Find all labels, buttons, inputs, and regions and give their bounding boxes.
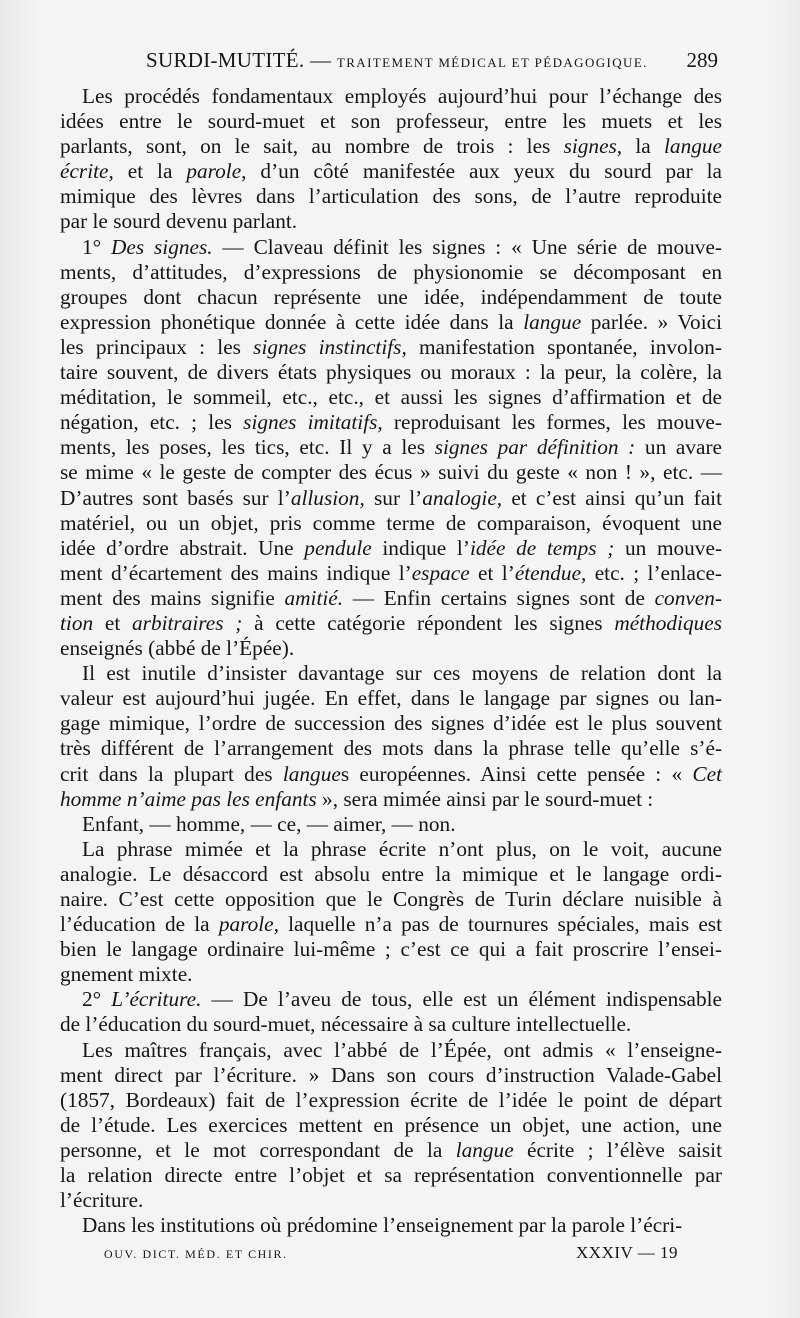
text-line: taire souvent, de divers états physiques ou moraux : la peur, la colère, la bbox=[60, 360, 722, 385]
text-line: l’éducation de la parole, laquelle n’a pas de tournures spéciales, mais est bbox=[60, 912, 722, 937]
text-line: ments, les poses, les tics, etc. Il y a les signes par définition : un avare bbox=[60, 435, 723, 460]
text-line: homme n’aime pas les enfants », sera mimée ainsi par le sourd-muet : bbox=[60, 786, 654, 811]
text-line: groupes dont chacun représente une idée, indépendamment de toute bbox=[60, 284, 722, 309]
text-line: Les procédés fondamentaux employés aujourd’hui pour l’échange des bbox=[82, 84, 722, 108]
text-line: mimique des lèvres dans l’articulation des sons, de l’autre reproduite bbox=[60, 184, 722, 209]
text-line: par le sourd devenu parlant. bbox=[60, 209, 298, 234]
text-line: parlants, sont, on le sait, au nombre de trois : les signes, la langue bbox=[60, 134, 722, 159]
text-line: matériel, ou un objet, pris comme terme de comparaison, évoquent une bbox=[60, 510, 722, 535]
text-line: ment d’écartement des mains indique l’espace et l’étendue, etc. ; l’enlace- bbox=[60, 560, 723, 585]
paragraph bbox=[60, 1213, 722, 1238]
footer-signature: OUV. DICT. MÉD. ET CHIR. bbox=[104, 1247, 288, 1261]
text-line: les principaux : les signes instinctifs, manifestation spontanée, involon- bbox=[60, 334, 722, 359]
text-line: Les maîtres français, avec l’abbé de l’Épée, ont admis « l’enseigne- bbox=[82, 1037, 722, 1062]
text-line: bien le langage ordinaire lui-même ; c’est ce qui a fait proscrire l’ensei- bbox=[60, 937, 722, 962]
text-line: 1° Des signes. — Claveau définit les signes : « Une série de mouve- bbox=[82, 234, 722, 259]
text-line: D’autres sont basés sur l’allusion, sur l’analogie, et c’est ainsi qu’un fait bbox=[60, 485, 722, 510]
paragraph bbox=[60, 1038, 722, 1214]
text-line: Il est inutile d’insister davantage sur ces moyens de relation dont la bbox=[82, 661, 722, 686]
paragraph bbox=[60, 837, 722, 988]
page-footer bbox=[60, 1243, 722, 1267]
text-line: ment direct par l’écriture. » Dans son cours d’instruction Valade-Gabel bbox=[60, 1062, 722, 1087]
text-line: valeur est aujourd’hui jugée. En effet, dans le langage par signes ou lan- bbox=[60, 686, 722, 711]
paragraph bbox=[60, 661, 722, 812]
main-text bbox=[60, 84, 722, 1238]
text-line: 2° L’écriture. — De l’aveu de tous, elle est un élément indispensable bbox=[82, 987, 722, 1012]
text-line: enseignés (abbé de l’Épée). bbox=[60, 636, 295, 661]
text-line: gage mimique, l’ordre de succession des signes d’idée est le plus souvent bbox=[60, 711, 722, 736]
text-line: de l’éducation du sourd-muet, nécessaire à sa culture intellectuelle. bbox=[60, 1012, 632, 1037]
text-line: gnement mixte. bbox=[60, 962, 193, 987]
paragraph bbox=[60, 987, 722, 1037]
text-line: expression phonétique donnée à cette idée dans la langue parlée. » Voici bbox=[60, 309, 722, 334]
running-title bbox=[146, 48, 648, 73]
running-header bbox=[60, 46, 722, 76]
text-line: très différent de l’arrangement des mots dans la phrase telle qu’elle s’é- bbox=[60, 736, 722, 761]
text-line: Dans les institutions où prédomine l’enseignement par la parole l’écri- bbox=[82, 1213, 683, 1238]
paragraph bbox=[60, 235, 722, 662]
text-line: idées entre le sourd-muet et son professeur, entre les muets et les bbox=[60, 109, 722, 134]
text-line: tion et arbitraires ; à cette catégorie répondent les signes méthodiques bbox=[60, 610, 722, 635]
text-line: crit dans la plupart des langues européennes. Ainsi cette pensée : « Cet bbox=[60, 761, 722, 786]
text-line: personne, et le mot correspondant de la langue écrite ; l’élève saisit bbox=[60, 1137, 722, 1162]
text-line: la relation directe entre l’objet et sa représentation conventionnelle par bbox=[60, 1163, 722, 1188]
text-line: l’écriture. bbox=[60, 1188, 144, 1213]
text-line: (1857, Bordeaux) fait de l’expression écrite de l’idée le point de départ bbox=[60, 1087, 722, 1112]
paragraph bbox=[60, 84, 722, 235]
text-line: La phrase mimée et la phrase écrite n’ont plus, on le voit, aucune bbox=[82, 836, 722, 861]
footer-sheet-mark: XXXIV — 19 bbox=[576, 1243, 678, 1262]
text-line: ment des mains signifie amitié. — Enfin certains signes sont de conven- bbox=[60, 585, 722, 610]
text-line: Enfant, — homme, — ce, — aimer, — non. bbox=[82, 811, 456, 836]
text-line: idée d’ordre abstrait. Une pendule indique l’idée de temps ; un mouve- bbox=[60, 535, 722, 560]
page-number: 289 bbox=[686, 48, 718, 72]
text-line: se mime « le geste de compter des écus » suivi du geste « non ! », etc. — bbox=[60, 460, 722, 485]
running-title-main: SURDI-MUTITÉ. — bbox=[146, 48, 337, 72]
paragraph bbox=[60, 812, 722, 837]
text-line: négation, etc. ; les signes imitatifs, reproduisant les formes, les mouve- bbox=[60, 410, 722, 435]
running-title-sub: TRAITEMENT MÉDICAL ET PÉDAGOGIQUE. bbox=[336, 55, 648, 70]
text-line: écrite, et la parole, d’un côté manifestée aux yeux du sourd par la bbox=[60, 159, 722, 184]
text-line: ments, d’attitudes, d’expressions de physionomie se décomposant en bbox=[60, 259, 722, 284]
text-line: naire. C’est cette opposition que le Congrès de Turin déclare nuisible à bbox=[60, 887, 722, 911]
text-line: méditation, le sommeil, etc., etc., et aussi les signes d’affirmation et de bbox=[60, 385, 722, 410]
text-line: analogie. Le désaccord est absolu entre la mimique et le langage ordi- bbox=[60, 861, 722, 886]
text-line: de l’étude. Les exercices mettent en présence un objet, une action, une bbox=[60, 1112, 722, 1137]
